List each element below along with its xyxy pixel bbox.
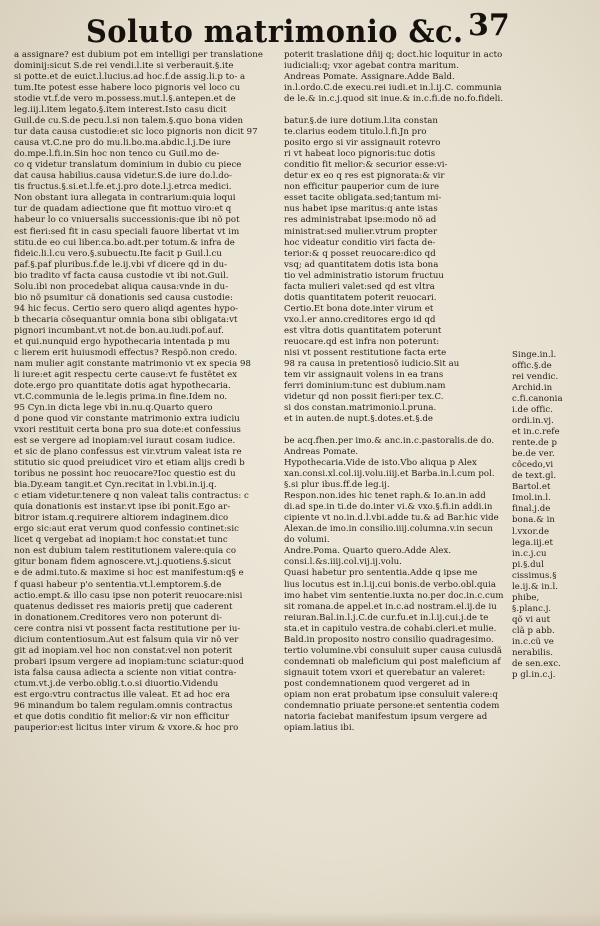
text-line: in.c.cũ ve bbox=[512, 636, 554, 647]
text-line: offic.§.de bbox=[512, 361, 552, 372]
text-line: final.j.de bbox=[512, 504, 551, 515]
text-line: de le.& in.c.j.quod sit inue.& in.c.fi.de no.fo.fideli. bbox=[284, 94, 504, 105]
text-line: batur.§.de iure dotium.l.ita constan bbox=[284, 116, 438, 127]
text-line: tis fructus.§.si.et.l.fe.et.j.pro dote.l.j.etrca medici. bbox=[14, 182, 232, 193]
text-line: est ergo:vtru contractus ille valeat. Et ad hoc era bbox=[14, 689, 230, 700]
text-line: non est dubium talem restitutionem valere:quia co bbox=[14, 546, 237, 557]
text-line: be acq.fhen.per imo.& anc.in.c.pastoralis.de do. bbox=[284, 436, 495, 447]
text-line: post condemnationem quod vergeret ad in bbox=[284, 678, 471, 689]
text-line: e de admi.tuto.& maxime si hoc est manifestum:q§ e bbox=[14, 568, 244, 579]
text-line: reiuran.Bal.in.l.j.C.de cur.fu.et in.l.ij.cui.j.de te bbox=[284, 612, 489, 623]
text-line: f quasi habeur p'o sententia.vt.l.emptorem.§.de bbox=[14, 579, 222, 590]
text-line: tio vel administratio istorum fructuu bbox=[284, 270, 444, 281]
text-line: dicium contentiosum.Aut est falsum quia vir nõ ver bbox=[14, 634, 239, 645]
text-line: quia donationis est instar.vt ipse ibi ponit.Ego ar- bbox=[14, 502, 231, 513]
text-line: poterit traslatione dñij q; doct.hic loquitur in acto bbox=[284, 50, 503, 60]
text-line: Archid.in bbox=[512, 383, 553, 394]
text-line: fideic.li.l.cu vero.§.subuectu.Ite facit p Guil.l.cu bbox=[14, 248, 222, 259]
text-line: est vltra dotis quantitatem poterunt bbox=[284, 325, 442, 336]
text-line: lius locutus est in.l.ij.cui bonis.de verbo.obl.quia bbox=[284, 579, 496, 590]
text-line: stodie vt.f.de vero m.possess.mut.l.§.antepen.et de bbox=[14, 94, 236, 105]
text-line: Non obstant iura allegata in contrarium:quia loqui bbox=[14, 193, 236, 204]
text-line: habeur lo co vniuersalis successionis:que ibi nõ pot bbox=[14, 215, 240, 226]
text-line: lega.iij.et bbox=[512, 537, 553, 548]
marginal-notes-column bbox=[512, 350, 600, 690]
text-line: nerabilis. bbox=[512, 647, 554, 658]
folio-number: 37 bbox=[468, 8, 510, 43]
text-line: si dos constan.matrimonio.l.pruna. bbox=[284, 403, 437, 413]
text-line: rente.de p bbox=[512, 438, 558, 449]
text-line: cipiente vt no.in.d.l.vbi.adde tu.& ad Bar.hic vide bbox=[284, 513, 499, 524]
text-line: tum.Ite potest esse habere loco pignoris vel loco cu bbox=[14, 83, 241, 94]
text-line: res administrabat ipse:modo nõ ad bbox=[284, 215, 437, 226]
text-line: clã p abb. bbox=[512, 625, 555, 636]
text-line: nisi vt possent restitutione facta erte bbox=[284, 347, 447, 358]
text-line: stitutio sic quod preiudicet viro et etiam alijs credi b bbox=[14, 458, 245, 469]
text-line: paf.§.paf pluribus.f.de le.ij.vbi vf dicere qd in du- bbox=[14, 259, 228, 270]
text-line: detur ex eo q res est pignorata:& vir bbox=[284, 171, 445, 182]
text-line: tem vir assignauit volens in ea trans bbox=[284, 369, 444, 380]
text-line: Andreas Pomate. Assignare.Adde Bald. bbox=[284, 72, 455, 83]
text-line: Imol.in.l. bbox=[512, 493, 551, 504]
text-line: ri vt habeat loco pignoris:tuc dotis bbox=[284, 149, 436, 160]
text-line: et in auten.de nupt.§.dotes.et.§.de bbox=[284, 414, 434, 425]
right-text-column bbox=[284, 50, 512, 825]
text-line: de sen.exc. bbox=[512, 658, 561, 669]
text-line: posito ergo si vir assignauit rotevro bbox=[284, 138, 441, 149]
text-line: in.c.j.cu bbox=[512, 548, 547, 559]
text-line: be.de ver. bbox=[512, 449, 555, 460]
text-line: et in.c.refe bbox=[512, 427, 560, 438]
text-line: li iure:et agit respectu certe cause:vt fe fustẽtet ex bbox=[14, 369, 238, 380]
text-line bbox=[284, 105, 512, 116]
text-line: terior:& q posset reuocare:dico qd bbox=[284, 248, 436, 259]
text-line: Quasi habetur pro sententia.Adde q ipse me bbox=[284, 568, 478, 579]
text-line: Certio.Et bona dote.inter virum et bbox=[284, 303, 434, 314]
text-line: quatenus dedisset res maioris pretij que caderent bbox=[14, 601, 233, 612]
text-line: rei vendic. bbox=[512, 372, 559, 383]
text-line: Andreas Pomate. bbox=[284, 447, 359, 458]
text-line: Bartol.et bbox=[512, 482, 551, 493]
text-line: toribus ne possint hoc reuocare?Ioc questio est du bbox=[14, 469, 236, 480]
text-line: §.planc.j. bbox=[512, 603, 552, 614]
text-line: git ad inopiam.vel hoc non constat:vel non poterit bbox=[14, 645, 233, 656]
text-line: gitur bonam fidem agnoscere.vt.j.quotiens.§.sicut bbox=[14, 557, 232, 568]
text-line: le.ij.& in.l. bbox=[512, 581, 558, 592]
text-line: Singe.in.l. bbox=[512, 350, 557, 360]
running-title: Soluto matrimonio &c. bbox=[86, 14, 464, 50]
text-line: dat causa habilius.causa videtur.S.de iure do.l.do- bbox=[14, 171, 232, 182]
text-line: condemnati ob maleficium qui post maleficium af bbox=[284, 656, 501, 667]
text-line: esset tacite obligata.sed;tantum mi- bbox=[284, 193, 442, 204]
text-line: reuocare.qd est infra non poterunt: bbox=[284, 336, 440, 347]
text-line: est se vergere ad inopiam:vel iuraut cosam iudice. bbox=[14, 436, 236, 447]
text-line: bitror istam.q.requirere altiorem indaginem.dico bbox=[14, 513, 229, 524]
text-line: imo habet vim sententie.iuxta no.per doc.in.c.cum bbox=[284, 590, 504, 601]
text-line: qõ vi aut bbox=[512, 614, 551, 625]
text-line: bia.Dy.eam tangit.et Cyn.recitat in l.vbi.in.ij.q. bbox=[14, 480, 217, 491]
text-line: co q videtur translatum dominium in dubio cu piece bbox=[14, 160, 242, 171]
text-line: vsq; ad quantitatem dotis ista bona bbox=[284, 259, 439, 270]
text-line: licet q vergebat ad inopiam:t hoc constat:et tunc bbox=[14, 535, 228, 546]
text-line: natoria faciebat manifestum ipsum vergere ad bbox=[284, 711, 488, 722]
text-line: te.clarius eodem titulo.l.fi.Jn pro bbox=[284, 127, 427, 138]
text-line: Solu.ibi non procedebat aliqua causa:vnde in du- bbox=[14, 281, 229, 292]
text-line: consi.l.&s.iiij.col.vij.ij.volu. bbox=[284, 557, 402, 568]
text-line: tur de quadam adiectione que fit mottuo viro:et q bbox=[14, 204, 232, 215]
text-line: Respon.non.ides hic tenet raph.& Io.an.in add bbox=[284, 491, 486, 502]
text-line: c.fi.canonia bbox=[512, 394, 563, 405]
text-line: cere contra nisi vt possent facta restitutione per iu- bbox=[14, 623, 241, 634]
text-line: leg.iij.l.item legato.§.item interest.Isto casu dicit bbox=[14, 105, 227, 116]
text-line: ctum.vt.j.de verbo.oblig.t.o.si diuortio.Videndu bbox=[14, 678, 219, 689]
text-line: iudiciali:q; vxor agebat contra maritum. bbox=[284, 61, 459, 72]
text-line: cissimus.§ bbox=[512, 570, 557, 581]
text-line: signauit totem vxori et querebatur an valeret: bbox=[284, 667, 486, 678]
text-line: do volumi. bbox=[284, 535, 330, 546]
text-line: bio tradito vf facta causa custodie vt ibi not.Guil. bbox=[14, 270, 229, 281]
text-line: pauperior:est licitus inter virum & vxore.& hoc pro bbox=[14, 722, 239, 733]
text-line: b thecaria cõsequantur omnia bona sibi obligata:vt bbox=[14, 314, 238, 325]
text-line: p gl.in.c.j. bbox=[512, 669, 556, 680]
text-line: hoc videatur conditio viri facta de- bbox=[284, 237, 436, 248]
text-line: côcedo,vi bbox=[512, 460, 554, 471]
text-line: Alexan.de imo.in consilio.iiij.columna.v.in secun bbox=[284, 524, 493, 535]
text-line: tur data causa custodie:et sic loco pignoris non dicit 97 bbox=[14, 127, 258, 138]
text-line: vxori restituit certa bona pro sua dote:et confessius bbox=[14, 425, 241, 436]
text-line: ordi.in.vj. bbox=[512, 416, 554, 427]
text-line: si potte.et de euict.l.lucius.ad hoc.f.de assig.li.p to- a bbox=[14, 72, 246, 83]
text-line: §.si plur ibus.ff.de leg.ij. bbox=[284, 480, 390, 491]
text-line: non efficitur pauperior cum de iure bbox=[284, 182, 440, 193]
text-line: a assignare? est dubium pot em intelligi per translatione bbox=[14, 50, 263, 60]
text-line: Bald.in proposito nostro consilio quadragesimo. bbox=[284, 634, 494, 645]
text-line: dominij:sicut S.de rei vendi.l.ite si verberauit.§.ite bbox=[14, 61, 234, 72]
text-line: stitu.de eo cui liber.ca.bo.adt.per totum.& infra de bbox=[14, 237, 235, 248]
text-line: actio.empt.& illo casu ipse non poterit reuocare:nisi bbox=[14, 590, 243, 601]
text-line: opiam non erat probatum ipse consuluit valere:q bbox=[284, 689, 498, 700]
text-line: et sic de plano confessus est vir.vtrum valeat ista re bbox=[14, 447, 242, 458]
text-line: Andre.Poma. Quarto quero.Adde Alex. bbox=[284, 546, 452, 557]
text-line: di.ad spe.in ti.de do.inter vi.& vxo.§.fi.in addi.in bbox=[284, 502, 493, 513]
text-line: l.vxor.de bbox=[512, 526, 550, 537]
text-line: c lierem erit huiusmodi effectus? Respõ.non credo. bbox=[14, 347, 238, 358]
left-text-column bbox=[14, 50, 272, 918]
text-line: et que dotis conditio fit melior:& vir non efficitur bbox=[14, 711, 230, 722]
text-line: conditio fit melior:& securior esse:vi- bbox=[284, 160, 448, 171]
text-line: sit romana.de appel.et in.c.ad nostram.el.ij.de iu bbox=[284, 601, 497, 612]
text-line bbox=[284, 425, 512, 436]
text-line: de text.gl. bbox=[512, 471, 557, 482]
text-line: phibe, bbox=[512, 592, 540, 603]
text-line: nus habet ipse maritus:q ante istas bbox=[284, 204, 438, 215]
text-line: i.de offic. bbox=[512, 405, 553, 416]
text-line: vt.C.communia de le.legis prima.in fine.Idem no. bbox=[14, 391, 228, 402]
text-line: ista falsa causa adiecta a sciente non vitiat contra- bbox=[14, 667, 237, 678]
text-line: causa vt.C.ne pro do mu.li.bo.ma.abdic.l.j.De iure bbox=[14, 138, 231, 149]
text-line: 98 ra causa in pretentiosõ iudicio.Sit au bbox=[284, 358, 460, 369]
text-line: videtur qd non possit fieri:per tex.C. bbox=[284, 391, 444, 402]
text-line: pignori incumbant.vt not.de bon.au.iudi.pof.auf. bbox=[14, 325, 224, 336]
page-bottom-edge bbox=[0, 912, 600, 926]
text-line: facta mulieri valet:sed qd est vltra bbox=[284, 281, 435, 292]
text-line: Guil.de cu.S.de pecu.l.si non talem.§.quo bona viden bbox=[14, 116, 244, 127]
text-line: Hypothecaria.Vide de isto.Vbo aliqua p Alex bbox=[284, 458, 477, 469]
text-line: et qui.nunquid ergo hypothecaria intentada p mu bbox=[14, 336, 231, 347]
text-line: c etiam videtur.tenere q non valeat talis contractus: c bbox=[14, 491, 249, 502]
text-line: do.mpe.l.fi.in.Sin hoc non tenco cu Guil.mo de- bbox=[14, 149, 220, 160]
text-line: dote.ergo pro quantitate dotis agat hypothecaria. bbox=[14, 380, 231, 391]
text-line: bio nõ psumitur cã donationis sed causa custodie: bbox=[14, 292, 233, 303]
text-line: pi.§.dul bbox=[512, 559, 545, 570]
text-line: est fieri:sed fit in casu speciali fauore libertat vt im bbox=[14, 226, 240, 237]
text-line: 94 hic fecus. Certio sero quero aliqd agentes hypo- bbox=[14, 303, 239, 314]
text-line: d pone quod vir constante matrimonio extra iudiciu bbox=[14, 414, 240, 425]
text-line: ergo sic:aut erat verum quod confessio continet:sic bbox=[14, 524, 239, 535]
text-line: tertio volumine.vbi consuluit super causa cuiusdã bbox=[284, 645, 502, 656]
text-line: condemnatio priuate persone:et sententia codem bbox=[284, 700, 500, 711]
text-line: 95 Cyn.in dicta lege vbi in.nu.q.Quarto quero bbox=[14, 403, 213, 413]
text-line: nam mulier agit constante matrimonio vt ex specia 98 bbox=[14, 358, 251, 369]
text-line: in.l.ordo.C.de execu.rei iudi.et in.l.ij.C. communia bbox=[284, 83, 502, 94]
text-line: vxo.l.er anno.creditores ergo id qd bbox=[284, 314, 436, 325]
text-line: ferri dominium:tunc est dubium.nam bbox=[284, 380, 446, 391]
text-line: opiam.latius ibi. bbox=[284, 722, 355, 733]
text-line: xan.consi.xl.col.iij.volu.iiij.et Barba.in.l.cum pol. bbox=[284, 469, 495, 480]
text-line: sta.et in capitulo vestra.de cohabi.cleri.et mulie. bbox=[284, 623, 497, 634]
text-line: ministrat:sed mulier.vtrum propter bbox=[284, 226, 438, 237]
text-line: probari ipsum vergere ad inopiam:tunc sciatur:quod bbox=[14, 656, 244, 667]
text-line: 96 minandum bo talem regulam.omnis contractus bbox=[14, 700, 233, 711]
text-line: in donationem.Creditores vero non poterunt di- bbox=[14, 612, 223, 623]
text-line: dotis quantitatem poterit reuocari. bbox=[284, 292, 437, 303]
text-line: bona.& in bbox=[512, 515, 555, 526]
